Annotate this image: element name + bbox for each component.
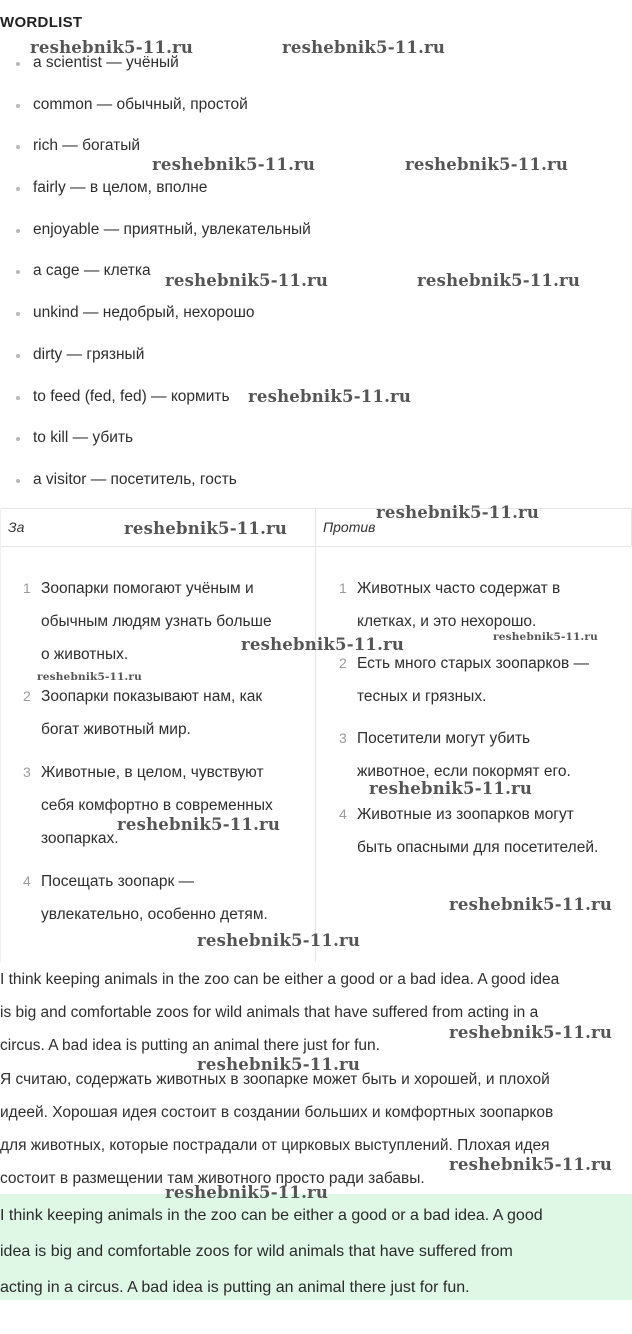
paragraph-line: I think keeping animals in the zoo can be either a good or a bad idea. A good idea <box>0 971 560 988</box>
pro-item <box>23 756 313 856</box>
paragraph-line: Я считаю, содержать животных в зоопарке может быть и хорошей, и плохой <box>0 1071 550 1088</box>
item-number: 1 <box>339 580 347 596</box>
word-entry: dirty — грязный <box>33 345 145 363</box>
word-entry: a visitor — посетитель, гость <box>33 470 237 488</box>
con-item <box>339 647 629 715</box>
pro-item <box>23 680 313 748</box>
item-line: Зоопарки показывают нам, как <box>41 688 263 705</box>
watermark: reshebnik5-11.ru <box>449 895 613 914</box>
list-item <box>0 219 311 261</box>
list-item <box>0 52 311 94</box>
word-entry: to kill — убить <box>33 429 134 447</box>
item-text <box>357 647 589 713</box>
item-number: 2 <box>339 655 347 671</box>
watermark: reshebnik5-11.ru <box>197 931 361 950</box>
word-entry: enjoyable — приятный, увлекательный <box>33 220 311 238</box>
list-item <box>0 94 311 136</box>
item-line: животное, если покормят его. <box>357 763 571 780</box>
watermark: reshebnik5-11.ru <box>117 815 281 834</box>
word-entry: a cage — клетка <box>33 262 151 280</box>
item-text <box>41 572 272 671</box>
watermark: reshebnik5-11.ru <box>241 635 405 654</box>
watermark: reshebnik5-11.ru <box>165 271 329 290</box>
item-line: Зоопарки помогают учёным и <box>41 580 254 597</box>
watermark: reshebnik5-11.ru <box>248 387 412 406</box>
answer-line: idea is big and comfortable zoos for wild animals that have suffered from <box>0 1243 513 1260</box>
item-line: увлекательно, особенно детям. <box>41 906 268 923</box>
answer-line: I think keeping animals in the zoo can be either a good or a bad idea. A good <box>0 1207 543 1224</box>
item-line: Животные, в целом, чувствуют <box>41 764 264 781</box>
item-line: тесных и грязных. <box>357 688 487 705</box>
watermark: reshebnik5-11.ru <box>376 503 540 522</box>
con-item <box>339 798 631 866</box>
watermark: reshebnik5-11.ru <box>405 155 569 174</box>
item-line: о животных. <box>41 646 129 663</box>
item-line: обычным людям узнать больше <box>41 613 272 630</box>
item-line: себя комфортно в современных <box>41 797 273 814</box>
column-title-for: За <box>8 519 25 535</box>
item-line: богат животный мир. <box>41 721 191 738</box>
watermark: reshebnik5-11.ru <box>449 1023 613 1042</box>
item-number: 1 <box>23 580 31 596</box>
paragraph-english <box>0 963 630 1062</box>
paragraph-line: идеей. Хорошая идея состоит в создании больших и комфортных зоопарков <box>0 1104 554 1121</box>
wordlist-heading: WORDLIST <box>0 14 83 31</box>
item-text <box>357 572 560 638</box>
item-line: Посетители могут убить <box>357 730 531 747</box>
item-line: Животных часто содержат в <box>357 580 561 597</box>
paragraph-line: circus. A bad idea is putting an animal there just for fun. <box>0 1037 380 1054</box>
answer-text <box>0 1194 632 1306</box>
list-item <box>0 469 311 511</box>
watermark: reshebnik5-11.ru <box>493 631 598 643</box>
list-item <box>0 302 311 344</box>
con-item <box>339 572 629 640</box>
bullet-icon <box>16 396 20 400</box>
paragraph-russian <box>0 1063 630 1195</box>
item-number: 2 <box>23 688 31 704</box>
bullet-icon <box>16 187 20 191</box>
bullet-icon <box>16 229 20 233</box>
pro-item <box>23 572 313 672</box>
item-line: зоопарках. <box>41 830 119 847</box>
item-number: 3 <box>23 764 31 780</box>
bullet-icon <box>16 62 20 66</box>
watermark: reshebnik5-11.ru <box>449 1155 613 1174</box>
item-number: 4 <box>23 873 31 889</box>
watermark: reshebnik5-11.ru <box>37 671 142 683</box>
paragraph-line: для животных, которые пострадали от цирковых выступлений. Плохая идея <box>0 1137 550 1154</box>
paragraph-line: is big and comfortable zoos for wild animals that have suffered from acting in a <box>0 1004 539 1021</box>
item-text <box>41 680 262 746</box>
bullet-icon <box>16 270 20 274</box>
item-line: Посещать зоопарк — <box>41 873 195 890</box>
item-text <box>41 865 268 931</box>
paragraph-line: состоит в размещении там животного просто ради забавы. <box>0 1170 425 1187</box>
table-border-left <box>0 508 1 962</box>
bullet-icon <box>16 437 20 441</box>
list-item <box>0 427 311 469</box>
table-divider <box>315 508 316 962</box>
column-title-against: Против <box>323 519 376 535</box>
bullet-icon <box>16 354 20 358</box>
watermark: reshebnik5-11.ru <box>30 38 194 57</box>
word-entry: common — обычный, простой <box>33 95 248 113</box>
pro-item <box>23 865 313 933</box>
word-entry: rich — богатый <box>33 137 141 155</box>
answer-line: acting in a circus. A bad idea is putting an animal there just for fun. <box>0 1279 470 1296</box>
item-number: 4 <box>339 806 347 822</box>
watermark: reshebnik5-11.ru <box>369 779 533 798</box>
item-line: клетках, и это нехорошо. <box>357 613 537 630</box>
item-line: Есть много старых зоопарков — <box>357 655 590 672</box>
watermark: reshebnik5-11.ru <box>124 519 288 538</box>
list-item <box>0 177 311 219</box>
bullet-icon <box>16 479 20 483</box>
pros-cons-table <box>0 508 632 962</box>
item-text <box>357 798 598 864</box>
answer-box <box>0 1194 632 1300</box>
watermark: reshebnik5-11.ru <box>282 38 446 57</box>
bullet-icon <box>16 104 20 108</box>
word-entry: unkind — недобрый, нехорошо <box>33 304 255 322</box>
list-item <box>0 344 311 386</box>
word-entry: to feed (fed, fed) — кормить <box>33 387 230 405</box>
watermark: reshebnik5-11.ru <box>165 1183 329 1202</box>
watermark: reshebnik5-11.ru <box>417 271 581 290</box>
item-line: быть опасными для посетителей. <box>357 839 599 856</box>
item-line: Животные из зоопарков могут <box>357 806 574 823</box>
bullet-icon <box>16 145 20 149</box>
word-entry: a scientist — учёный <box>33 54 179 71</box>
bullet-icon <box>16 312 20 316</box>
watermark: reshebnik5-11.ru <box>197 1055 361 1074</box>
watermark: reshebnik5-11.ru <box>152 155 316 174</box>
item-number: 3 <box>339 730 347 746</box>
word-entry: fairly — в целом, вполне <box>33 179 208 197</box>
item-text <box>41 756 273 855</box>
